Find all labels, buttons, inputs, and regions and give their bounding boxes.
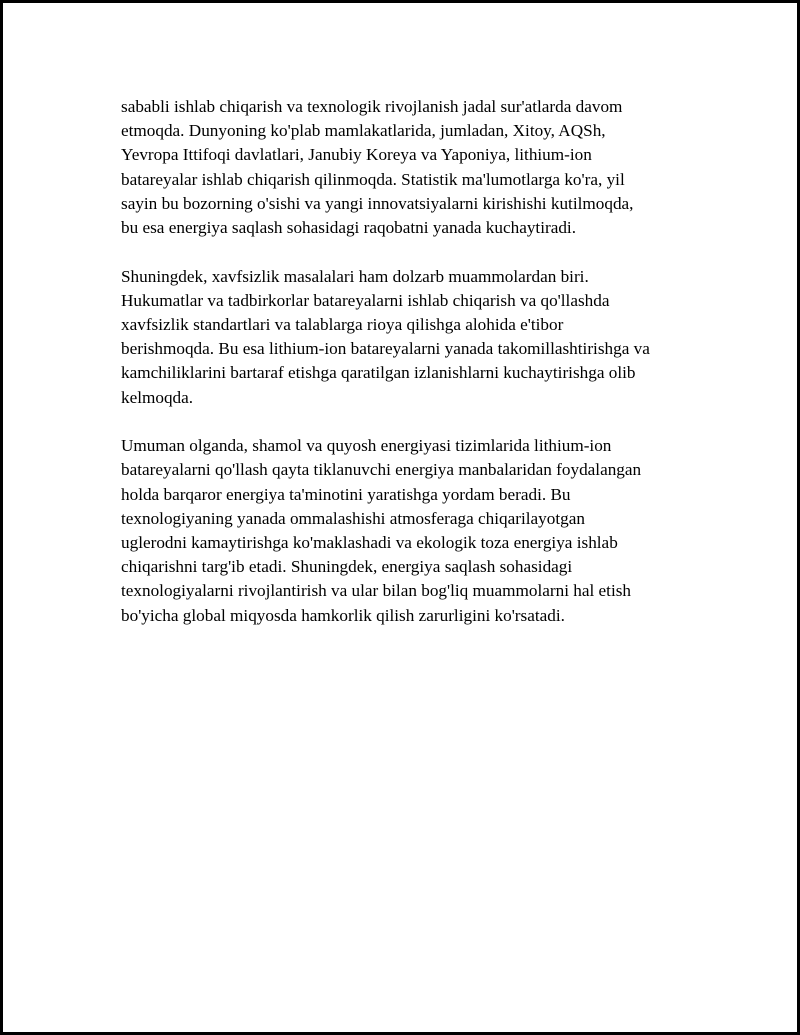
text-line: etmoqda. Dunyoning ko'plab mamlakatlarida, jumladan, Xitoy, AQSh, <box>121 121 606 141</box>
text-line: holda barqaror energiya ta'minotini yaratishga yordam beradi. Bu <box>121 484 571 504</box>
text-line: chiqarishni targ'ib etadi. Shuningdek, energiya saqlash sohasidagi <box>121 557 573 577</box>
text-line: kelmoqda. <box>121 387 194 407</box>
paragraph-2 <box>121 265 696 410</box>
text-line: kamchiliklarini bartaraf etishga qaratilgan izlanishlarni kuchaytirishga olib <box>121 363 636 383</box>
text-line: sayin bu bozorning o'sishi va yangi innovatsiyalarni kirishishi kutilmoqda, <box>121 193 634 213</box>
text-line: uglerodni kamaytirishga ko'maklashadi va ekologik toza energiya ishlab <box>121 533 618 553</box>
text-line: xavfsizlik standartlari va talablarga rioya qilishga alohida e'tibor <box>121 315 564 335</box>
paragraph-1 <box>121 95 696 240</box>
text-line: Shuningdek, xavfsizlik masalalari ham dolzarb muammolardan biri. <box>121 266 589 286</box>
text-line: Yevropa Ittifoqi davlatlari, Janubiy Koreya va Yaponiya, lithium-ion <box>121 145 592 165</box>
text-line: bo'yicha global miqyosda hamkorlik qilish zarurligini ko'rsatadi. <box>121 605 565 625</box>
paragraph-3 <box>121 434 696 628</box>
text-line: texnologiyalarni rivojlantirish va ular bilan bog'liq muammolarni hal etish <box>121 581 632 601</box>
text-line: batareyalar ishlab chiqarish qilinmoqda. Statistik ma'lumotlarga ko'ra, yil <box>121 169 625 189</box>
text-line: berishmoqda. Bu esa lithium-ion batareyalarni yanada takomillashtirishga va <box>121 339 650 359</box>
text-line: sababli ishlab chiqarish va texnologik rivojlanish jadal sur'atlarda davom <box>121 97 623 116</box>
text-line: texnologiyaning yanada ommalashishi atmosferaga chiqarilayotgan <box>121 508 585 528</box>
text-line: batareyalarni qo'llash qayta tiklanuvchi energiya manbalaridan foydalangan <box>121 460 642 480</box>
document-body <box>121 95 696 652</box>
text-line: Umuman olganda, shamol va quyosh energiyasi tizimlarida lithium-ion <box>121 436 612 456</box>
text-line: bu esa energiya saqlash sohasidagi raqobatni yanada kuchaytiradi. <box>121 218 576 238</box>
text-line: Hukumatlar va tadbirkorlar batareyalarni ishlab chiqarish va qo'llashda <box>121 290 610 310</box>
